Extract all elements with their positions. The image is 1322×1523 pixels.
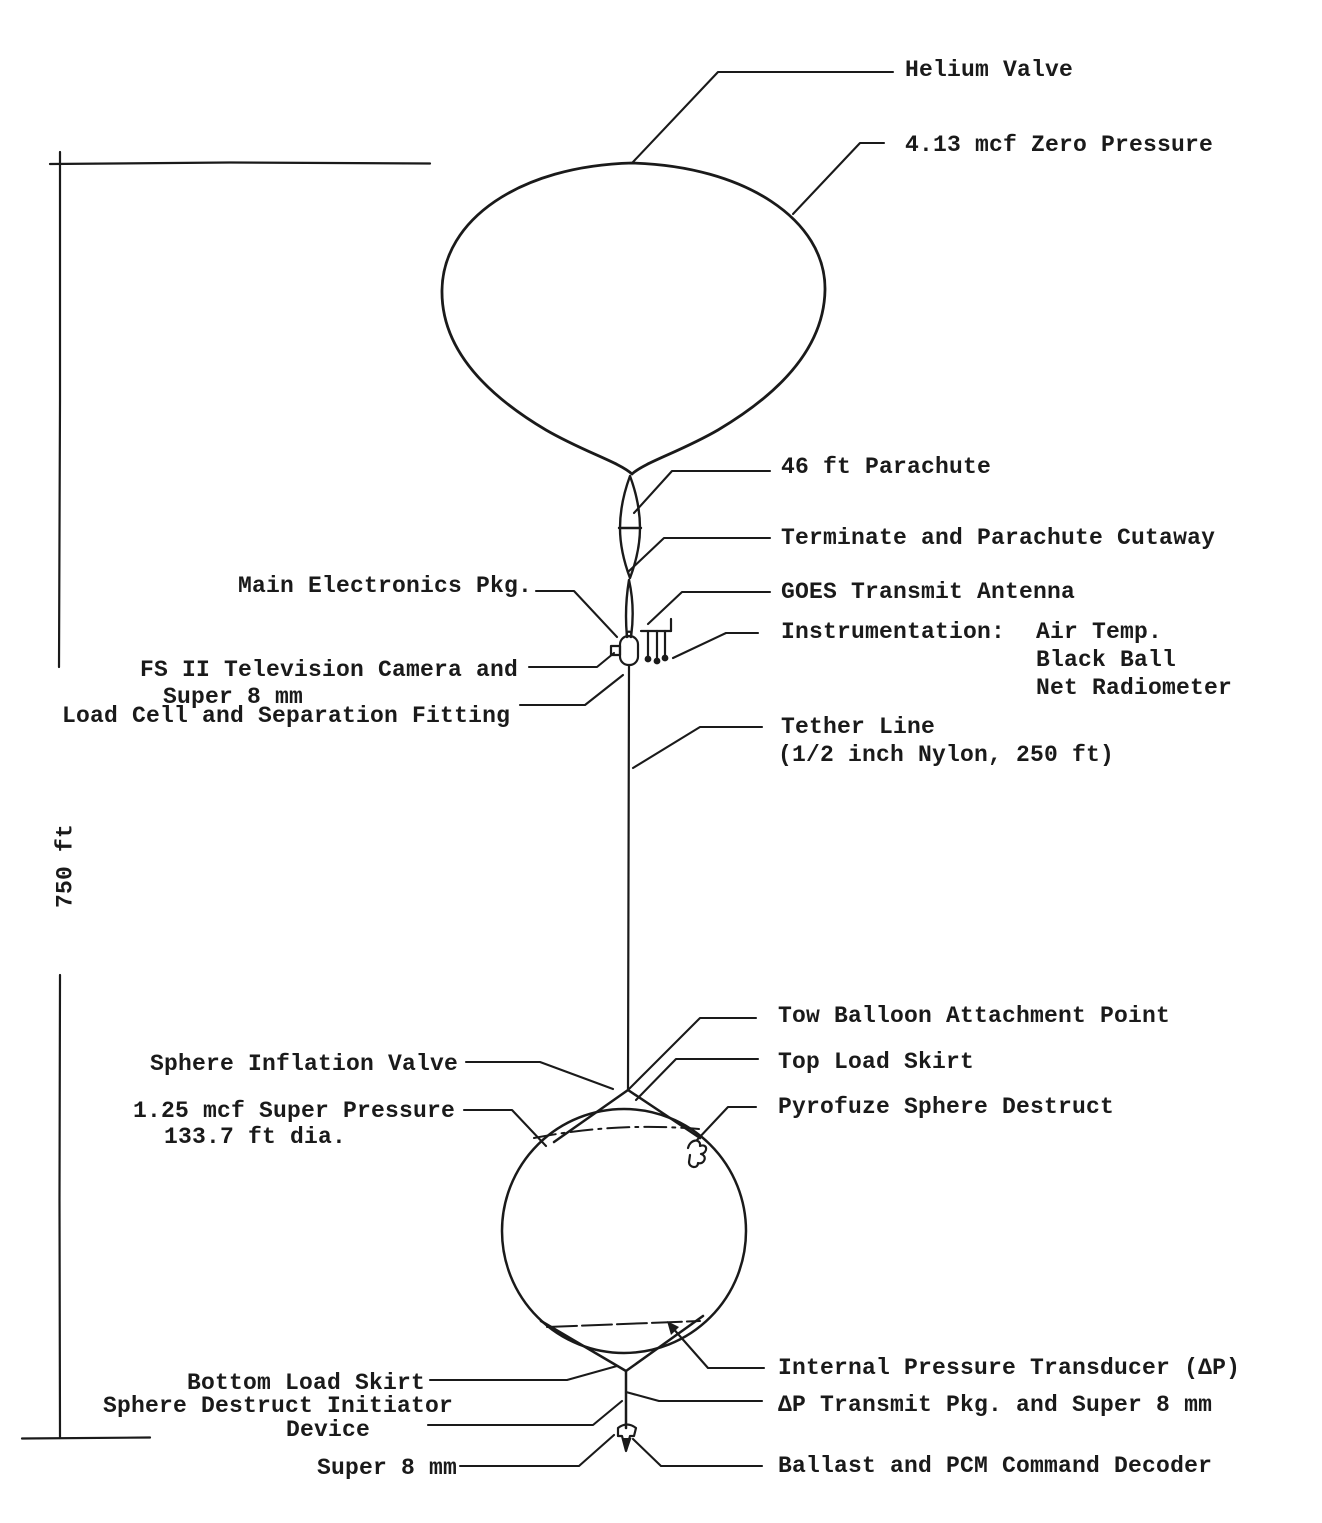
label-destruct-initiator-line2: Device	[286, 1417, 371, 1443]
sphere-assembly	[502, 1090, 746, 1428]
label-super-pressure-line1: 1.25 mcf Super Pressure	[133, 1098, 456, 1124]
tether-line-shape	[628, 665, 629, 1090]
label-fs2-camera-line2: Super 8 mm	[163, 684, 304, 710]
label-top-load-skirt: Top Load Skirt	[778, 1049, 975, 1075]
label-dimension-750ft: 750 ft	[52, 823, 79, 909]
label-instrument-black-ball: Black Ball	[1036, 647, 1177, 673]
label-instrument-air-temp: Air Temp.	[1036, 619, 1163, 645]
label-main-electronics: Main Electronics Pkg.	[238, 573, 533, 599]
balloon-outline	[442, 163, 825, 474]
label-tether-line1: Tether Line	[781, 714, 936, 740]
sphere-outline	[502, 1109, 746, 1353]
label-terminate-cutaway: Terminate and Parachute Cutaway	[781, 525, 1216, 551]
label-parachute: 46 ft Parachute	[781, 454, 992, 480]
leader-lines	[428, 72, 893, 1466]
label-goes-antenna: GOES Transmit Antenna	[781, 579, 1076, 605]
label-zero-pressure: 4.13 mcf Zero Pressure	[905, 132, 1214, 158]
pyrofuze-mark	[688, 1141, 706, 1167]
label-sphere-inflation-valve: Sphere Inflation Valve	[150, 1051, 459, 1077]
label-tether-line2: (1/2 inch Nylon, 250 ft)	[778, 742, 1115, 768]
label-instrumentation: Instrumentation:	[781, 619, 1006, 645]
electronics-package	[611, 632, 638, 665]
label-destruct-initiator-line1: Sphere Destruct Initiator	[103, 1393, 454, 1419]
goes-antenna-shape	[641, 619, 671, 663]
label-super-pressure-line2: 133.7 ft dia.	[164, 1124, 347, 1150]
label-super8-bottom: Super 8 mm	[317, 1455, 458, 1481]
label-ballast-decoder: Ballast and PCM Command Decoder	[778, 1453, 1213, 1479]
label-pyrofuze: Pyrofuze Sphere Destruct	[778, 1094, 1115, 1120]
label-instrument-net-radiometer: Net Radiometer	[1036, 675, 1233, 701]
label-internal-transducer: Internal Pressure Transducer (ΔP)	[778, 1355, 1241, 1381]
label-tow-attachment: Tow Balloon Attachment Point	[778, 1003, 1171, 1029]
label-bottom-load-skirt: Bottom Load Skirt	[187, 1370, 426, 1396]
parachute-shape	[619, 476, 641, 637]
label-dp-transmit: ΔP Transmit Pkg. and Super 8 mm	[778, 1392, 1213, 1418]
label-helium-valve: Helium Valve	[905, 57, 1074, 83]
label-fs2-camera-line1: FS II Television Camera and	[140, 657, 519, 683]
dimension-bracket	[22, 152, 430, 1439]
label-load-cell: Load Cell and Separation Fitting	[62, 703, 511, 729]
